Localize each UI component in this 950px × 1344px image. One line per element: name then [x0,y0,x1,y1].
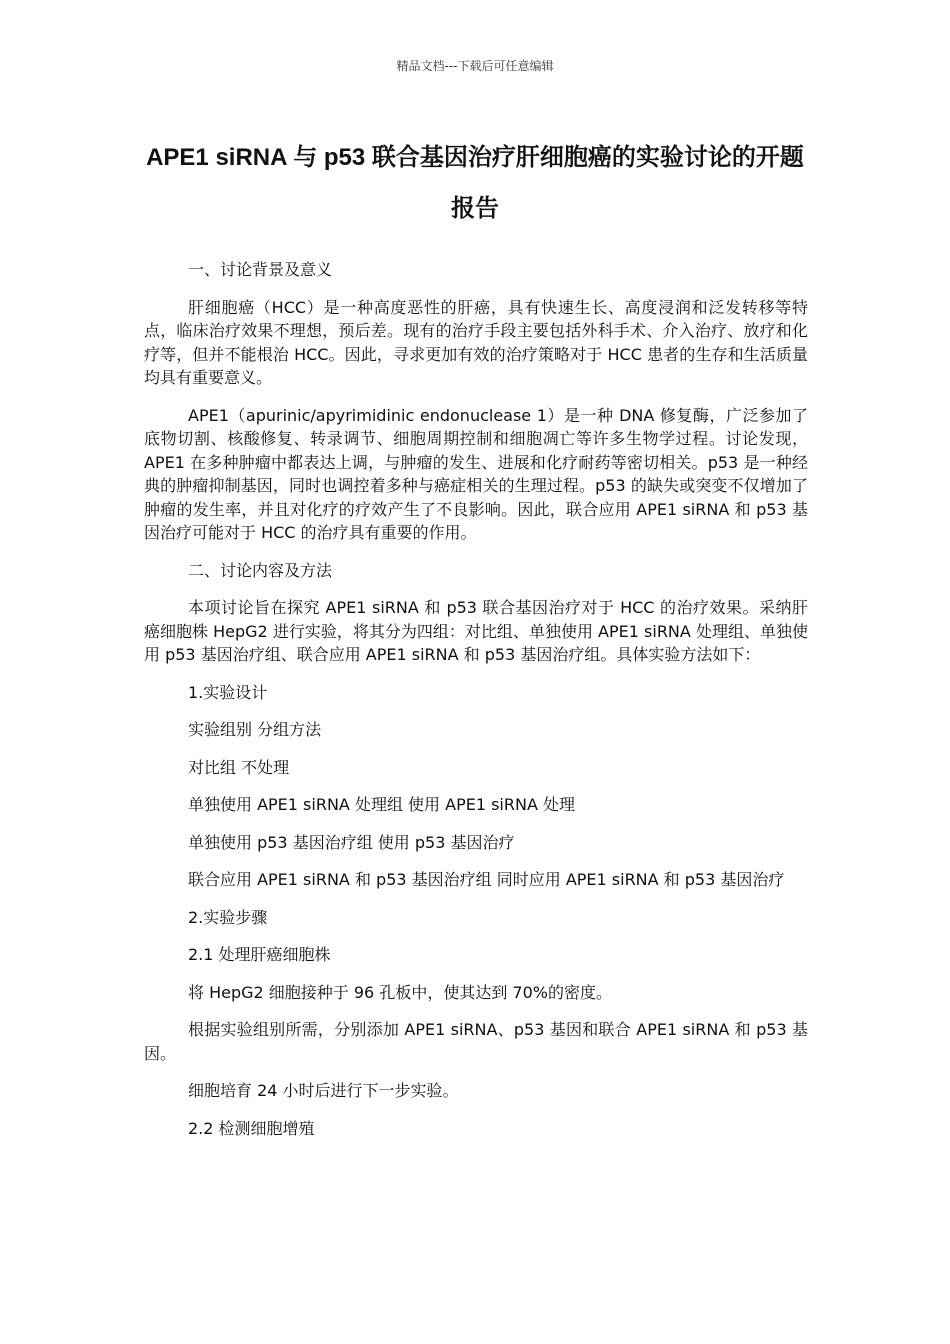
body-paragraph: 单独使用 APE1 siRNA 处理组 使用 APE1 siRNA 处理 [188,795,575,814]
document-title: APE1 siRNA 与 p53 联合基因治疗肝细胞癌的实验讨论的开题报告 [146,144,804,222]
body-paragraph: 对比组 不处理 [188,757,290,777]
body-paragraph: 单独使用 p53 基因治疗组 使用 p53 基因治疗 [188,832,515,852]
body-paragraph: 实验组别 分组方法 [188,720,322,739]
body-paragraph: 本项讨论旨在探究 APE1 siRNA 和 p53 联合基因治疗对于 HCC 的治疗效果。采纳肝癌细胞株 HepG2 进行实验，将其分为四组：对比组、单独使用 APE1 siRNA 处理组、单独使用 p53 基因治疗组、联合应用 APE1 siRNA 和 p53 基因治疗组。具体实验方法如下： [144,598,808,664]
subsection-heading: 2.1 处理肝癌细胞株 [188,945,331,964]
subsection-heading: 1.实验设计 [188,682,268,702]
section-heading: 一、讨论背景及意义 [188,260,333,279]
body-paragraph: 根据实验组别所需，分别添加 APE1 siRNA、p53 基因和联合 APE1 siRNA 和 p53 基因。 [144,1020,808,1063]
body-paragraph: 将 HepG2 细胞接种于 96 孔板中，使其达到 70%的密度。 [188,982,612,1002]
body-paragraph: APE1（apurinic/apyrimidinic endonuclease 1）是一种 DNA 修复酶，广泛参加了底物切割、核酸修复、转录调节、细胞周期控制和细胞凋亡等许多生物学过程。讨论发现，APE1 在多种肿瘤中都表达上调，与肿瘤的发生、进展和化疗耐药等密切相关。p53 是一种经典的肿瘤抑制基因，同时也调控着多种与癌症相关的生理过程。p53 的缺失或突变不仅增加了肿瘤的发生率，并且对化疗的疗效产生了不良影响。因此，联合应用 APE1 siRNA 和 p53 基因治疗可能对于 HCC 的治疗具有重要的作用。 [144,405,808,542]
body-paragraph: 细胞培育 24 小时后进行下一步实验。 [188,1081,459,1100]
subsection-heading: 2.实验步骤 [188,907,268,927]
subsection-heading: 2.2 检测细胞增殖 [188,1118,315,1138]
body-paragraph: 肝细胞癌（HCC）是一种高度恶性的肝癌，具有快速生长、高度浸润和泛发转移等特点，临床治疗效果不理想，预后差。现有的治疗手段主要包括外科手术、介入治疗、放疗和化疗等，但并不能根治 HCC。因此，寻求更加有效的治疗策略对于 HCC 患者的生存和生活质量均具有重要意义。 [144,297,808,387]
body-paragraph: 联合应用 APE1 siRNA 和 p53 基因治疗组 同时应用 APE1 siRNA 和 p53 基因治疗 [188,870,785,889]
page-header-note: 精品文档---下载后可任意编辑 [396,59,554,73]
document-body [144,258,808,1154]
section-heading: 二、讨论内容及方法 [188,560,333,580]
